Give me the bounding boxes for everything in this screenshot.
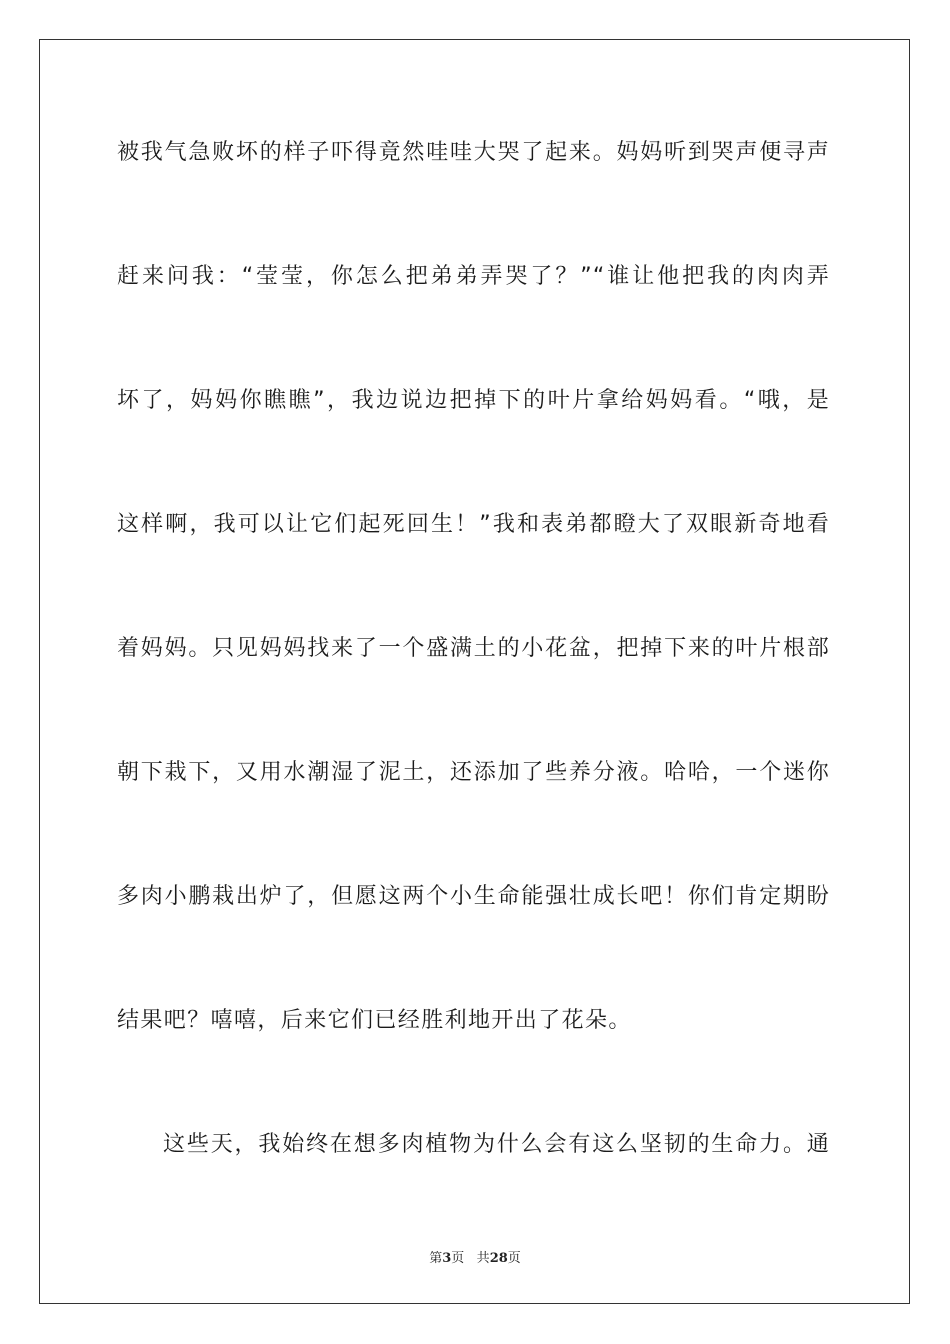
page-footer <box>0 1247 950 1266</box>
total-suffix: 页 <box>507 1251 521 1266</box>
page-frame <box>39 39 910 1304</box>
page-suffix: 页 <box>451 1251 465 1266</box>
text-line-6: 朝下栽下，又用水潮湿了泥土，还添加了些养分液。哈哈，一个迷你 <box>117 760 830 785</box>
text-line-8: 结果吧？嘻嘻，后来它们已经胜利地开出了花朵。 <box>117 1008 632 1033</box>
total-prefix: 共 <box>476 1251 490 1266</box>
text-line-4: 这样啊，我可以让它们起死回生！”我和表弟都瞪大了双眼新奇地看 <box>117 512 830 537</box>
text-line-5: 着妈妈。只见妈妈找来了一个盛满土的小花盆，把掉下来的叶片根部 <box>117 636 830 661</box>
page-number: 3 <box>442 1251 452 1266</box>
text-line-3: 坏了，妈妈你瞧瞧”，我边说边把掉下的叶片拿给妈妈看。“哦，是 <box>117 388 830 413</box>
total-pages: 28 <box>489 1251 508 1266</box>
text-line-7: 多肉小鹏栽出炉了，但愿这两个小生命能强壮成长吧！你们肯定期盼 <box>117 884 830 909</box>
page-prefix: 第 <box>429 1251 443 1266</box>
text-line-9: 这些天，我始终在想多肉植物为什么会有这么坚韧的生命力。通 <box>163 1132 830 1157</box>
text-line-1: 被我气急败坏的样子吓得竟然哇哇大哭了起来。妈妈听到哭声便寻声 <box>117 140 830 165</box>
text-line-2: 赶来问我：“莹莹，你怎么把弟弟弄哭了？”“谁让他把我的肉肉弄 <box>117 264 830 289</box>
